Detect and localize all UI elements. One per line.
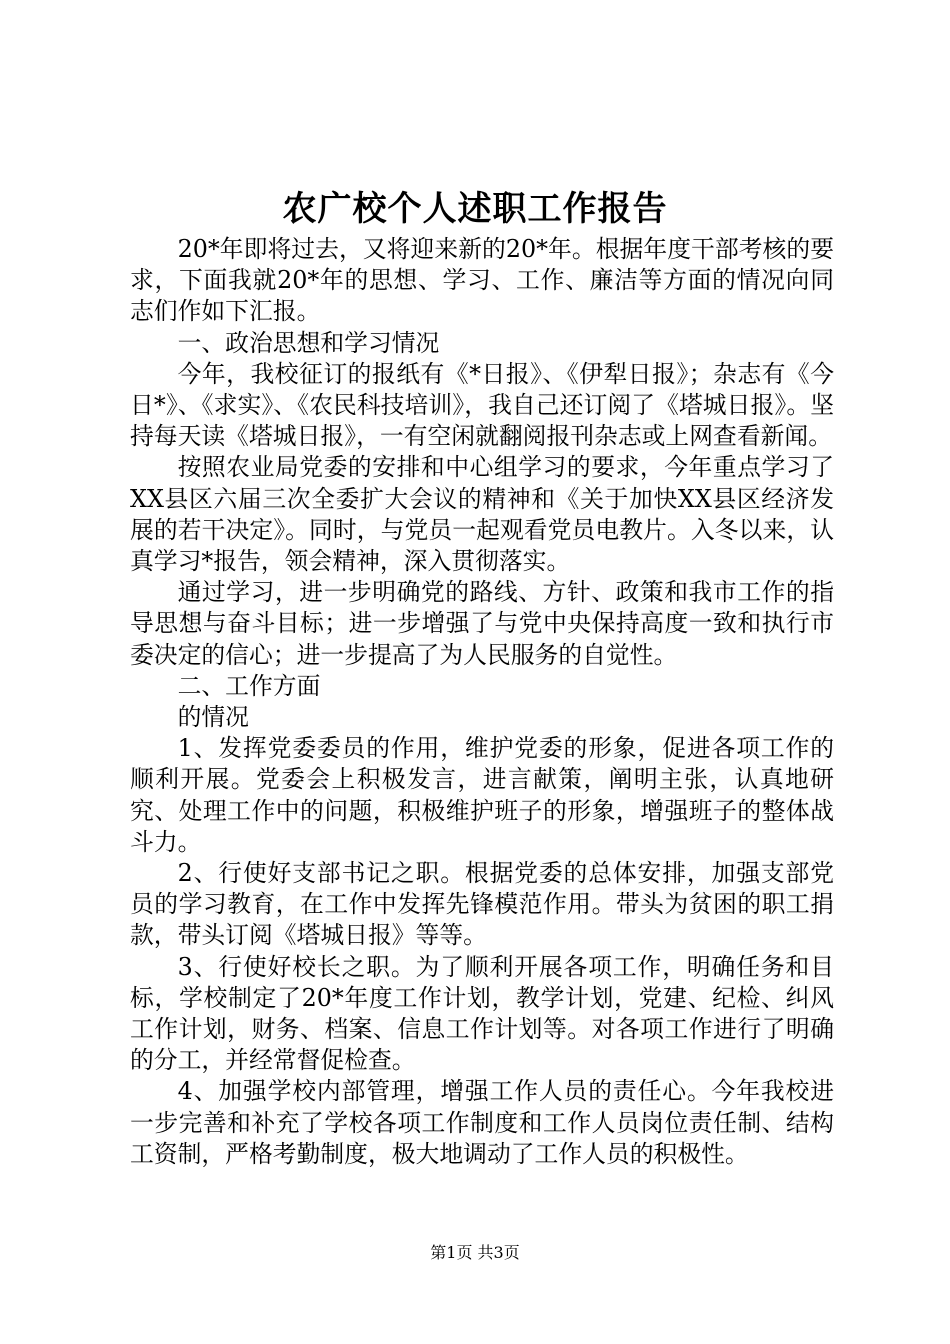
paragraph-item-4: 4、加强学校内部管理，增强工作人员的责任心。今年我校进一步完善和补充了学校各项工作制度和工作人员岗位责任制、结构工资制，严格考勤制度，极大地调动了工作人员的积极性。: [130, 1077, 834, 1168]
section-heading-work-cont: 的情况: [177, 703, 249, 732]
document-title: 农广校个人述职工作报告: [282, 189, 668, 229]
section-heading-work: 二、工作方面: [177, 671, 321, 700]
paragraph-item-2: 2、行使好支部书记之职。根据党委的总体安排，加强支部党员的学习教育，在工作中发挥先锋模范作用。带头为贫困的职工捐款，带头订阅《塔城日报》等等。: [130, 859, 834, 950]
paragraph-item-1: 1、发挥党委委员的作用，维护党委的形象，促进各项工作的顺利开展。党委会上积极发言，进言献策，阐明主张，认真地研究、处理工作中的问题，积极维护班子的形象，增强班子的整体战斗力。: [130, 734, 834, 856]
paragraph-study-result: 通过学习，进一步明确党的路线、方针、政策和我市工作的指导思想与奋斗目标；进一步增强了与党中央保持高度一致和执行市委决定的信心；进一步提高了为人民服务的自觉性。: [130, 578, 834, 669]
paragraph-item-3: 3、行使好校长之职。为了顺利开展各项工作，明确任务和目标，学校制定了20*年度工作计划，教学计划，党建、纪检、纠风工作计划，财务、档案、信息工作计划等。对各项工作进行了明确的分工，并经常督促检查。: [130, 952, 834, 1075]
section-heading-politics: 一、政治思想和学习情况: [177, 328, 440, 357]
paragraph-newspapers: 今年，我校征订的报纸有《*日报》、《伊犁日报》；杂志有《今日*》、《求实》、《农民科技培训》，我自己还订阅了《塔城日报》。坚持每天读《塔城日报》，一有空闲就翻阅报刊杂志或上网查看新闻。: [130, 359, 834, 451]
document-body: [130, 234, 834, 1170]
paragraph-study: 按照农业局党委的安排和中心组学习的要求，今年重点学习了XX县区六届三次全委扩大会议的精神和《关于加快XX县区经济发展的若干决定》。同时，与党员一起观看党员电教片。入冬以来，认真学习*报告，领会精神，深入贯彻落实。: [130, 453, 834, 576]
page-footer: 第1页 共3页: [430, 1243, 520, 1262]
paragraph-intro: 20*年即将过去，又将迎来新的20*年。根据年度干部考核的要求，下面我就20*年的思想、学习、工作、廉洁等方面的情况向同志们作如下汇报。: [130, 235, 834, 326]
